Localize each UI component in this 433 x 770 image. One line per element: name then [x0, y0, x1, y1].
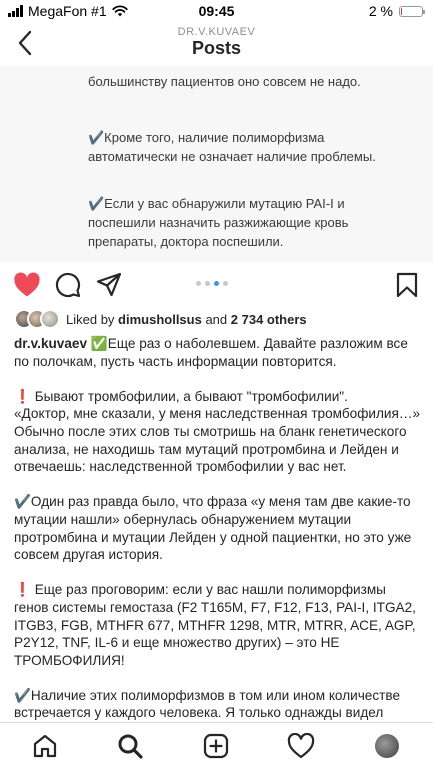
- page-title: Posts: [191, 38, 242, 58]
- carousel-dot: [196, 281, 201, 286]
- carousel-indicator: [196, 281, 228, 286]
- save-button[interactable]: [392, 270, 422, 300]
- home-icon: [32, 733, 58, 759]
- search-icon: [117, 733, 143, 759]
- carrier-label: MegaFon #1: [28, 3, 107, 19]
- likes-middle: and: [201, 311, 231, 327]
- heart-filled-icon: [13, 272, 41, 298]
- like-button[interactable]: [12, 270, 42, 300]
- tab-new-post[interactable]: [201, 731, 231, 761]
- post-image-text: ✔️Кроме того, наличие полиморфизма автоматически не означает наличие проблемы.: [88, 130, 376, 164]
- post-image-text: ✔️Если у вас обнаружили мутацию PAI-I и поспешили назначить разжижающие кровь препараты, доктора поспешили.: [88, 196, 349, 249]
- carousel-dot: [205, 281, 210, 286]
- plus-square-icon: [203, 733, 229, 759]
- caption: [14, 335, 424, 770]
- caption-paragraph: dr.v.kuvaev ✅Еще раз о наболевшем. Давайте разложим все по полочкам, пусть часть информации повторится.: [14, 336, 408, 369]
- comment-icon: [55, 272, 81, 298]
- header: [0, 22, 433, 66]
- caption-paragraph: ❗ Бывают тромбофилии, а бывают "тромбофилии". «Доктор, мне сказали, у меня наследственная тромбофилия…» Обычно после этих слов ты смотришь на бланк генетического анализа, не находишь там мутаций протромбина и Лейден и отвечаешь: наследственной тромбофилии у вас нет.: [14, 388, 421, 475]
- post-image[interactable]: [0, 66, 433, 262]
- tab-profile[interactable]: [372, 731, 402, 761]
- share-button[interactable]: [94, 270, 124, 300]
- avatar: [375, 734, 399, 758]
- liker-avatars: [14, 309, 60, 329]
- header-username: DR.V.KUVAEV: [177, 26, 256, 38]
- status-time: 09:45: [198, 3, 235, 19]
- caption-username[interactable]: dr.v.kuvaev: [14, 336, 88, 351]
- battery-percent: 2 %: [368, 3, 393, 19]
- likes-summary[interactable]: [14, 308, 307, 330]
- caption-paragraph: ❗ Еще раз проговорим: если у вас нашли полиморфизмы генов системы гемостаза (F2 T165M, F7, F12, F13, PAI-I, ITGA2, ITGB3, FGB, MTHFR 677, MTHFR 1298, MTR, MTRR, ACE, AGP, P2Y12, TNF, IL-6 и еще множество других) – это НЕ ТРОМБОФИЛИЯ!: [14, 582, 416, 668]
- post-image-text: большинству пациентов оно совсем не надо.: [88, 74, 361, 89]
- carousel-dot: [214, 281, 219, 286]
- status-bar: [0, 0, 433, 22]
- caption-paragraph: ✔️Один раз правда было, что фраза «у меня там две какие-то мутации нашли» обернулась обнаружением мутации протромбина и мутации Лейден у одной пациентки, но это уже совсем другая история.: [14, 494, 412, 563]
- likes-prefix: Liked by: [66, 311, 119, 327]
- tab-activity[interactable]: [286, 731, 316, 761]
- caption-paragraph: ✔️Наличие этих полиморфизмов в том или ином количестве встречается у каждого человека. Я только однажды видел: [14, 687, 401, 721]
- likes-count[interactable]: 2 734 others: [230, 311, 307, 327]
- tab-search[interactable]: [115, 731, 145, 761]
- avatar: [40, 309, 60, 329]
- comment-button[interactable]: [53, 270, 83, 300]
- post-actions: [0, 262, 433, 306]
- status-right: [369, 3, 423, 19]
- send-icon: [96, 272, 122, 298]
- carousel-dot: [223, 281, 228, 286]
- tab-home[interactable]: [30, 731, 60, 761]
- heart-outline-icon: [287, 733, 315, 759]
- battery-icon: [399, 6, 423, 17]
- bottom-tab-bar: [0, 722, 433, 770]
- bookmark-icon: [396, 272, 418, 298]
- liker-username[interactable]: dimushollsus: [118, 311, 202, 327]
